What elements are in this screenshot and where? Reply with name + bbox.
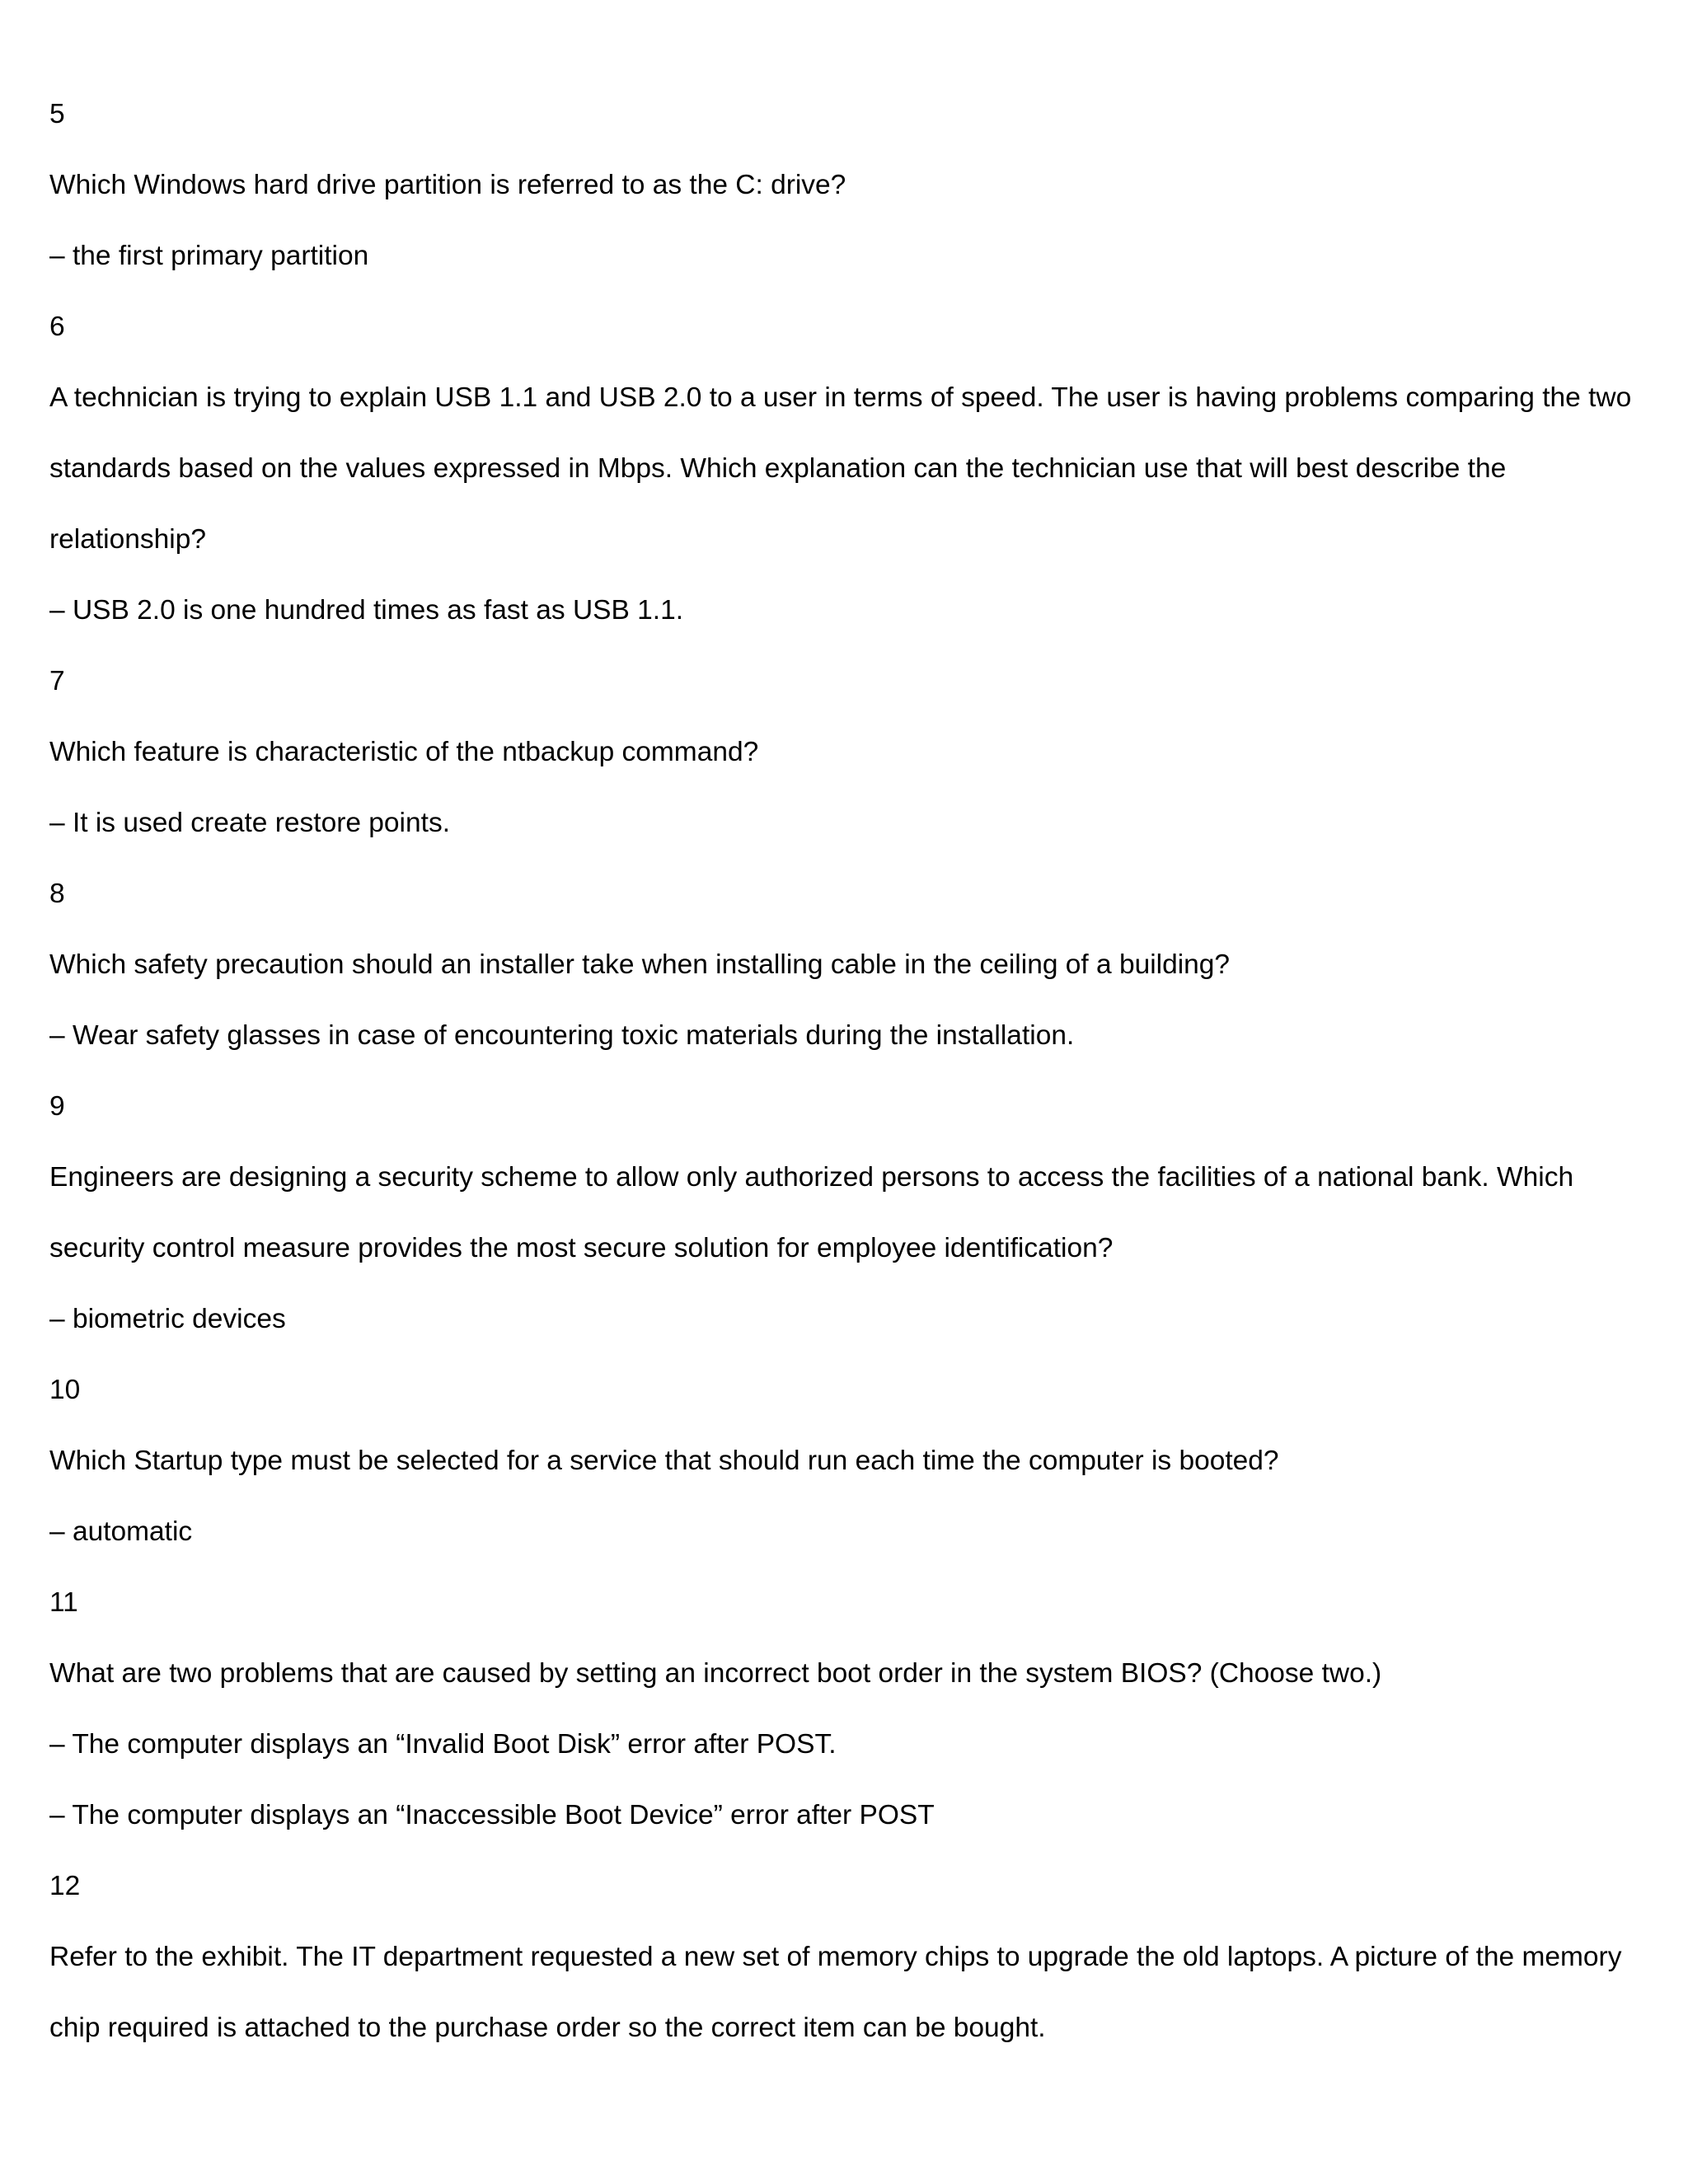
question-text-line: Refer to the exhibit. The IT department requested a new set of memory chips to upgrade the old laptops. A picture of the memory — [49, 1942, 1622, 1972]
question-text-line: standards based on the values expressed in Mbps. Which explanation can the technician use that will best describe the — [49, 453, 1507, 484]
question-number: 6 — [49, 312, 65, 342]
question-text — [49, 1922, 1665, 2064]
question-number: 11 — [49, 1587, 78, 1618]
answer-list — [49, 788, 1665, 859]
question-item — [49, 292, 1665, 646]
question-number: 10 — [49, 1375, 81, 1405]
question-number: 9 — [49, 1091, 65, 1122]
question-text — [49, 150, 1665, 221]
question-text — [49, 1142, 1665, 1284]
document-body — [49, 79, 1665, 2064]
answer-list — [49, 575, 1665, 646]
answer-list — [49, 221, 1665, 292]
question-number: 7 — [49, 666, 65, 696]
question-text-line: Engineers are designing a security scheme to allow only authorized persons to access the facilities of a national bank. Which — [49, 1162, 1574, 1193]
answer-list — [49, 1001, 1665, 1071]
question-text-line: Which feature is characteristic of the ntbackup command? — [49, 737, 759, 767]
answer-list — [49, 1497, 1665, 1568]
question-item — [49, 1071, 1665, 1355]
question-text-line: A technician is trying to explain USB 1.1 and USB 2.0 to a user in terms of speed. The user is having problems comparing the two — [49, 382, 1632, 413]
question-item — [49, 646, 1665, 859]
question-item — [49, 1568, 1665, 1851]
answer-text: – Wear safety glasses in case of encountering toxic materials during the installation. — [49, 1020, 1075, 1051]
question-text-line: chip required is attached to the purchase order so the correct item can be bought. — [49, 2013, 1046, 2043]
answer-text: – USB 2.0 is one hundred times as fast as USB 1.1. — [49, 595, 684, 626]
answer-text: – The computer displays an “Inaccessible Boot Device” error after POST — [49, 1800, 935, 1830]
question-text — [49, 363, 1665, 575]
question-text — [49, 1638, 1665, 1709]
question-text — [49, 717, 1665, 788]
question-text-line: Which Startup type must be selected for a service that should run each time the computer is booted? — [49, 1446, 1279, 1476]
question-text — [49, 930, 1665, 1001]
question-text-line: security control measure provides the most secure solution for employee identification? — [49, 1233, 1114, 1263]
answer-text: – It is used create restore points. — [49, 808, 450, 838]
answer-list — [49, 1709, 1665, 1851]
question-item — [49, 859, 1665, 1071]
question-item — [49, 79, 1665, 292]
question-item — [49, 1851, 1665, 2064]
answer-text: – automatic — [49, 1516, 193, 1547]
question-text-line: What are two problems that are caused by setting an incorrect boot order in the system BIOS? (Choose two.) — [49, 1658, 1382, 1689]
question-text-line: relationship? — [49, 524, 206, 555]
question-number: 12 — [49, 1871, 81, 1901]
question-text-line: Which Windows hard drive partition is referred to as the C: drive? — [49, 170, 846, 200]
question-item — [49, 1355, 1665, 1568]
answer-text: – the first primary partition — [49, 241, 369, 271]
question-number: 5 — [49, 99, 65, 129]
question-text-line: Which safety precaution should an installer take when installing cable in the ceiling of a building? — [49, 949, 1231, 980]
answer-text: – biometric devices — [49, 1304, 286, 1334]
answer-list — [49, 1284, 1665, 1355]
question-text — [49, 1426, 1665, 1497]
question-number: 8 — [49, 879, 65, 909]
answer-text: – The computer displays an “Invalid Boot Disk” error after POST. — [49, 1729, 837, 1760]
